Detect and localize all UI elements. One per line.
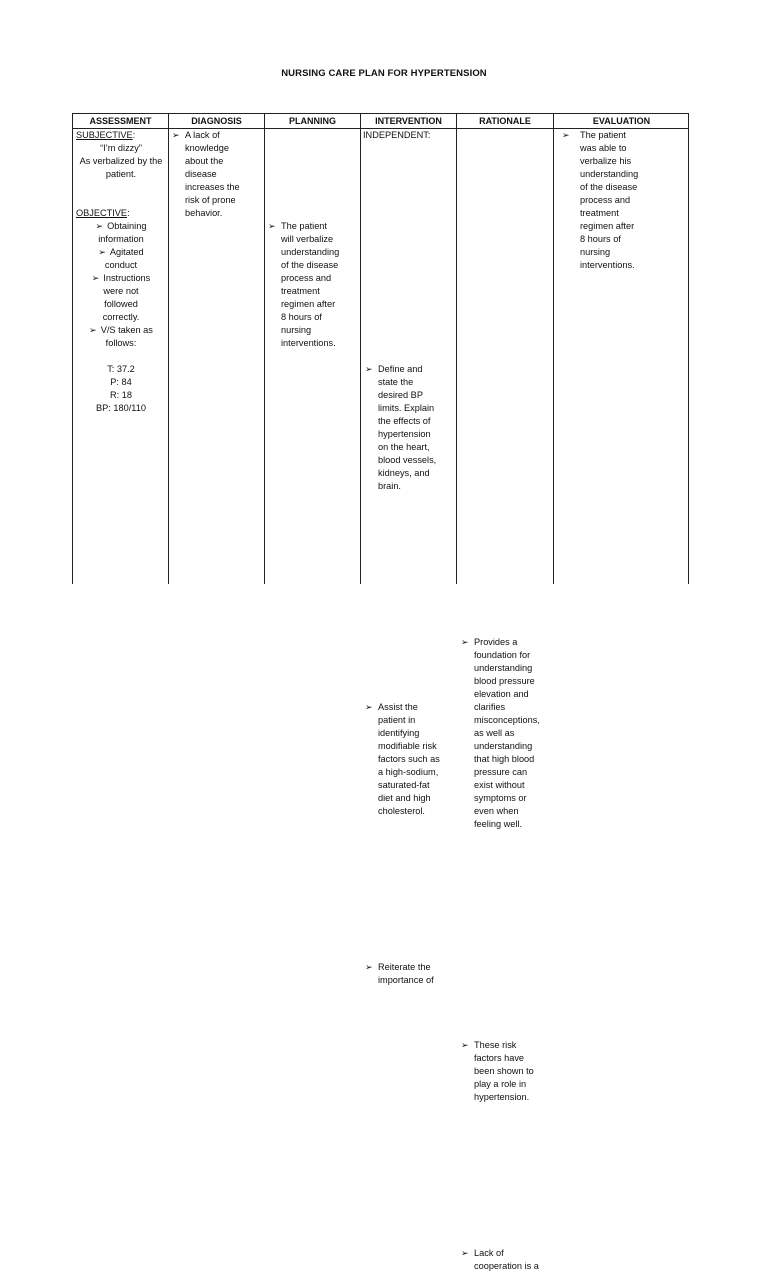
line: blood vessels, <box>378 455 437 465</box>
rationale-item <box>459 1039 566 1104</box>
line: blood pressure <box>474 676 535 686</box>
line: verbalize his <box>580 156 632 166</box>
line: The patient <box>281 221 327 231</box>
subjective-heading <box>76 129 166 142</box>
intervention-heading: INDEPENDENT: <box>363 130 431 140</box>
header-planning: PLANNING <box>289 116 336 126</box>
line: of the disease <box>580 182 638 192</box>
verbalized-line: patient. <box>105 169 137 179</box>
line: was able to <box>580 143 627 153</box>
bullet-arrow-icon: ➢ <box>562 130 570 140</box>
line: understanding <box>580 169 639 179</box>
header-assessment: ASSESSMENT <box>89 116 152 126</box>
line: V/S taken as <box>100 325 153 335</box>
line: pressure can <box>474 767 528 777</box>
line: as well as <box>474 728 515 738</box>
bullet-arrow-icon: ➢ <box>365 364 373 374</box>
objective-item <box>76 324 166 350</box>
vital-sign: P: 84 <box>110 377 132 387</box>
objective-item <box>76 246 166 272</box>
rationale-item <box>459 1247 566 1273</box>
line: Provides a <box>474 637 518 647</box>
line: hypertension. <box>474 1092 530 1102</box>
line: The patient <box>580 130 626 140</box>
line: brain. <box>378 481 401 491</box>
line: identifying <box>378 728 420 738</box>
line: understanding <box>281 247 340 257</box>
line: These risk <box>474 1040 517 1050</box>
line: factors have <box>474 1053 525 1063</box>
line: about the <box>185 156 224 166</box>
line: been shown to <box>474 1066 534 1076</box>
line: hypertension <box>378 429 431 439</box>
bullet-arrow-icon: ➢ <box>365 962 373 972</box>
intervention-item <box>363 363 470 493</box>
line: interventions. <box>281 338 336 348</box>
line: saturated-fat <box>378 780 430 790</box>
line: increases the <box>185 182 240 192</box>
page-title: NURSING CARE PLAN FOR HYPERTENSION <box>281 68 487 79</box>
line: process and <box>281 273 332 283</box>
line: process and <box>580 195 631 205</box>
evaluation-cell <box>556 129 686 272</box>
line: correctly. <box>102 312 140 322</box>
table-right-border <box>688 114 689 584</box>
line: Instructions <box>103 273 151 283</box>
bullet-arrow-icon: ➢ <box>268 221 276 231</box>
line: 8 hours of <box>281 312 322 322</box>
objective-heading <box>76 207 166 220</box>
vital-sign: R: 18 <box>110 390 132 400</box>
column-divider <box>553 114 554 584</box>
line: patient in <box>378 715 416 725</box>
line: treatment <box>580 208 619 218</box>
line: kidneys, and <box>378 468 430 478</box>
intervention-item <box>363 701 470 818</box>
subjective-label: SUBJECTIVE <box>76 130 133 140</box>
line: diet and high <box>378 793 431 803</box>
bullet-arrow-icon: ➢ <box>461 1248 469 1258</box>
line: a high-sodium, <box>378 767 439 777</box>
line: nursing <box>281 325 312 335</box>
bullet-arrow-icon: ➢ <box>461 1040 469 1050</box>
assessment-cell <box>76 129 166 415</box>
line: that high blood <box>474 754 535 764</box>
objective-label: OBJECTIVE <box>76 208 128 218</box>
objective-item <box>76 272 166 324</box>
care-plan-table <box>72 113 689 1271</box>
line: knowledge <box>185 143 229 153</box>
line: feeling well. <box>474 819 523 829</box>
line: were not <box>103 286 139 296</box>
bullet-arrow-icon: ➢ <box>95 221 104 231</box>
line: Assist the <box>378 702 418 712</box>
column-divider <box>168 114 169 584</box>
objective-colon: : <box>127 208 130 218</box>
line: will verbalize <box>281 234 334 244</box>
line: Obtaining <box>107 221 147 231</box>
line: clarifies <box>474 702 506 712</box>
line: exist without <box>474 780 525 790</box>
line: play a role in <box>474 1079 527 1089</box>
line: Reiterate the <box>378 962 431 972</box>
line: symptoms or <box>474 793 527 803</box>
line: Define and <box>378 364 423 374</box>
line: of the disease <box>281 260 339 270</box>
line: regimen after <box>580 221 635 231</box>
line: treatment <box>281 286 320 296</box>
line: understanding <box>474 741 533 751</box>
line: behavior. <box>185 208 223 218</box>
line: foundation for <box>474 650 531 660</box>
vital-sign: T: 37.2 <box>107 364 135 374</box>
column-divider <box>456 114 457 584</box>
line: disease <box>185 169 217 179</box>
verbalized-line: As verbalized by the <box>79 156 163 166</box>
rationale-item <box>459 636 566 831</box>
bullet-arrow-icon: ➢ <box>172 130 180 140</box>
line: desired BP <box>378 390 423 400</box>
bullet-arrow-icon: ➢ <box>461 637 469 647</box>
diagnosis-cell <box>170 129 277 220</box>
line: importance of <box>378 975 434 985</box>
vital-sign: BP: 180/110 <box>96 403 146 413</box>
line: state the <box>378 377 414 387</box>
line: Lack of <box>474 1248 504 1258</box>
line: even when <box>474 806 519 816</box>
line: cooperation is a <box>474 1261 539 1271</box>
line: factors such as <box>378 754 440 764</box>
line: regimen after <box>281 299 336 309</box>
line: 8 hours of <box>580 234 621 244</box>
patient-quote: “I’m dizzy” <box>100 143 142 153</box>
line: followed <box>104 299 138 309</box>
bullet-arrow-icon: ➢ <box>91 273 100 283</box>
line: understanding <box>474 663 533 673</box>
line: risk of prone <box>185 195 236 205</box>
line: nursing <box>580 247 611 257</box>
line: interventions. <box>580 260 635 270</box>
planning-cell <box>266 220 373 350</box>
bullet-arrow-icon: ➢ <box>89 325 97 335</box>
intervention-item <box>363 961 470 987</box>
bullet-arrow-icon: ➢ <box>365 702 373 712</box>
bullet-arrow-icon: ➢ <box>98 247 106 257</box>
header-evaluation: EVALUATION <box>592 116 651 126</box>
line: information <box>98 234 144 244</box>
line: on the heart, <box>378 442 430 452</box>
header-rationale: RATIONALE <box>479 116 531 126</box>
line: follows: <box>105 338 137 348</box>
line: A lack of <box>185 130 220 140</box>
header-diagnosis: DIAGNOSIS <box>191 116 242 126</box>
line: limits. Explain <box>378 403 435 413</box>
line: Agitated <box>109 247 144 257</box>
line: elevation and <box>474 689 529 699</box>
line: the effects of <box>378 416 431 426</box>
objective-item <box>76 220 166 246</box>
line: conduct <box>104 260 138 270</box>
line: modifiable risk <box>378 741 437 751</box>
line: misconceptions, <box>474 715 540 725</box>
subjective-colon: : <box>132 130 136 140</box>
header-intervention: INTERVENTION <box>375 116 442 126</box>
line: cholesterol. <box>378 806 425 816</box>
